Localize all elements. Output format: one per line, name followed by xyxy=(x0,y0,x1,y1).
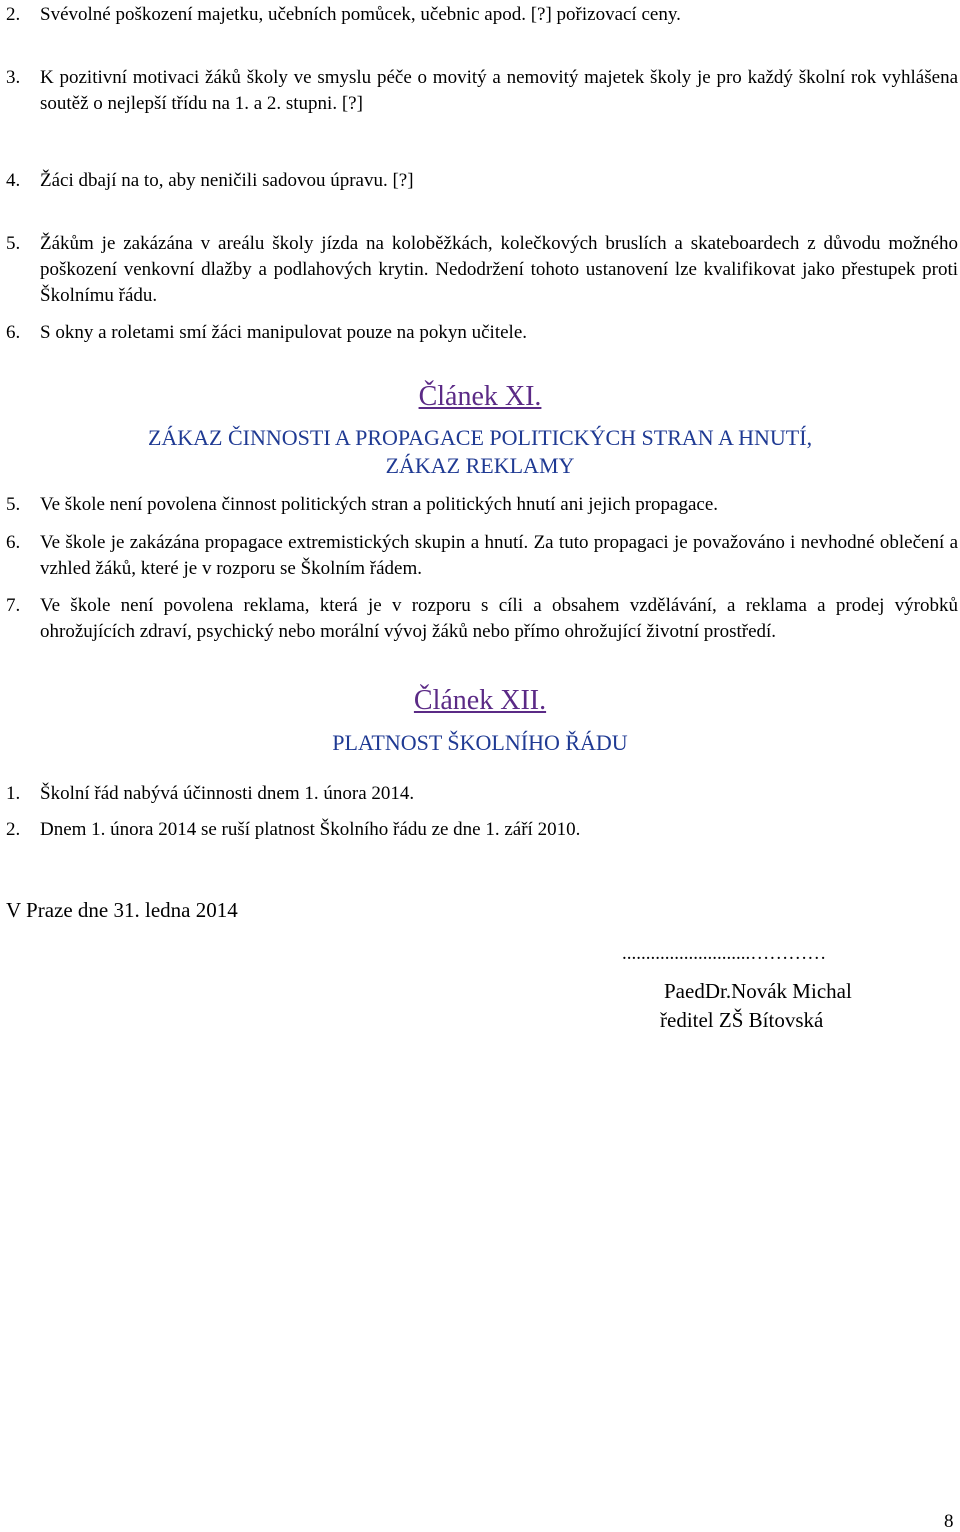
list-item xyxy=(6,817,958,843)
item-text: Ve škole je zakázána propagace extremistických skupin a hnutí. Za tuto propagaci je považováno i nevhodné oblečení a vzhled žáků, které je v rozporu se Školním řádem. xyxy=(40,532,958,579)
item-number: 5. xyxy=(6,233,21,254)
item-text: Žákům je zakázána v areálu školy jízda na koloběžkách, kolečkových bruslích a skateboardech z důvodu možného poškození venkovní dlažby a podlahových krytin. Nedodržení tohoto ustanovení lze kvalifikovat jako přestupek proti Školnímu řádu. xyxy=(40,233,958,306)
signatory-role: ředitel ZŠ Bítovská xyxy=(660,1008,824,1032)
item-text: S okny a roletami smí žáci manipulovat pouze na pokyn učitele. xyxy=(40,322,528,343)
item-number: 2. xyxy=(6,4,21,25)
article-12-label: Článek XII. xyxy=(413,685,547,716)
list-item xyxy=(6,231,958,309)
list-item xyxy=(6,781,958,807)
item-number: 5. xyxy=(6,494,21,515)
signatory-name: PaedDr.Novák Michal xyxy=(664,979,852,1003)
signature-line: ...........................………… xyxy=(622,943,827,964)
page-number: 8 xyxy=(944,1511,954,1532)
list-item xyxy=(6,593,958,645)
article-11-label: Článek XI. xyxy=(418,381,542,412)
item-text: Dnem 1. února 2014 se ruší platnost Školního řádu ze dne 1. září 2010. xyxy=(40,819,581,840)
article-11-title-line2: ZÁKAZ REKLAMY xyxy=(385,453,575,478)
item-text: Ve škole není povolena činnost politických stran a politických hnutí ani jejich propagace. xyxy=(40,494,719,515)
item-number: 1. xyxy=(6,783,21,804)
item-text: Svévolné poškození majetku, učebních pomůcek, učebnic apod. [?] pořizovací ceny. xyxy=(40,4,681,25)
list-item xyxy=(6,168,958,194)
place-date: V Praze dne 31. ledna 2014 xyxy=(6,898,238,922)
list-item xyxy=(6,320,958,346)
item-number: 6. xyxy=(6,532,21,553)
list-item xyxy=(6,492,958,518)
article-12-title: PLATNOST ŠKOLNÍHO ŘÁDU xyxy=(332,730,628,755)
list-item xyxy=(6,2,958,28)
item-text: Žáci dbají na to, aby neničili sadovou úpravu. [?] xyxy=(40,170,414,191)
item-text: Ve škole není povolena reklama, která je v rozporu s cíli a obsahem vzdělávání, a reklama a prodej výrobků ohrožujících zdraví, psychický nebo morální vývoj žáků nebo přímo ohrožující životní prostředí. xyxy=(40,595,958,642)
article-11-title-line1: ZÁKAZ ČINNOSTI A PROPAGACE POLITICKÝCH STRAN A HNUTÍ, xyxy=(147,425,813,450)
item-text: K pozitivní motivaci žáků školy ve smyslu péče o movitý a nemovitý majetek školy je pro každý školní rok vyhlášena soutěž o nejlepší třídu na 1. a 2. stupni. [?] xyxy=(40,67,958,114)
item-text: Školní řád nabývá účinnosti dnem 1. února 2014. xyxy=(40,783,415,804)
item-number: 3. xyxy=(6,67,21,88)
list-item xyxy=(6,65,958,117)
item-number: 6. xyxy=(6,322,21,343)
item-number: 2. xyxy=(6,819,21,840)
item-number: 7. xyxy=(6,595,21,616)
list-item xyxy=(6,530,958,582)
item-number: 4. xyxy=(6,170,21,191)
